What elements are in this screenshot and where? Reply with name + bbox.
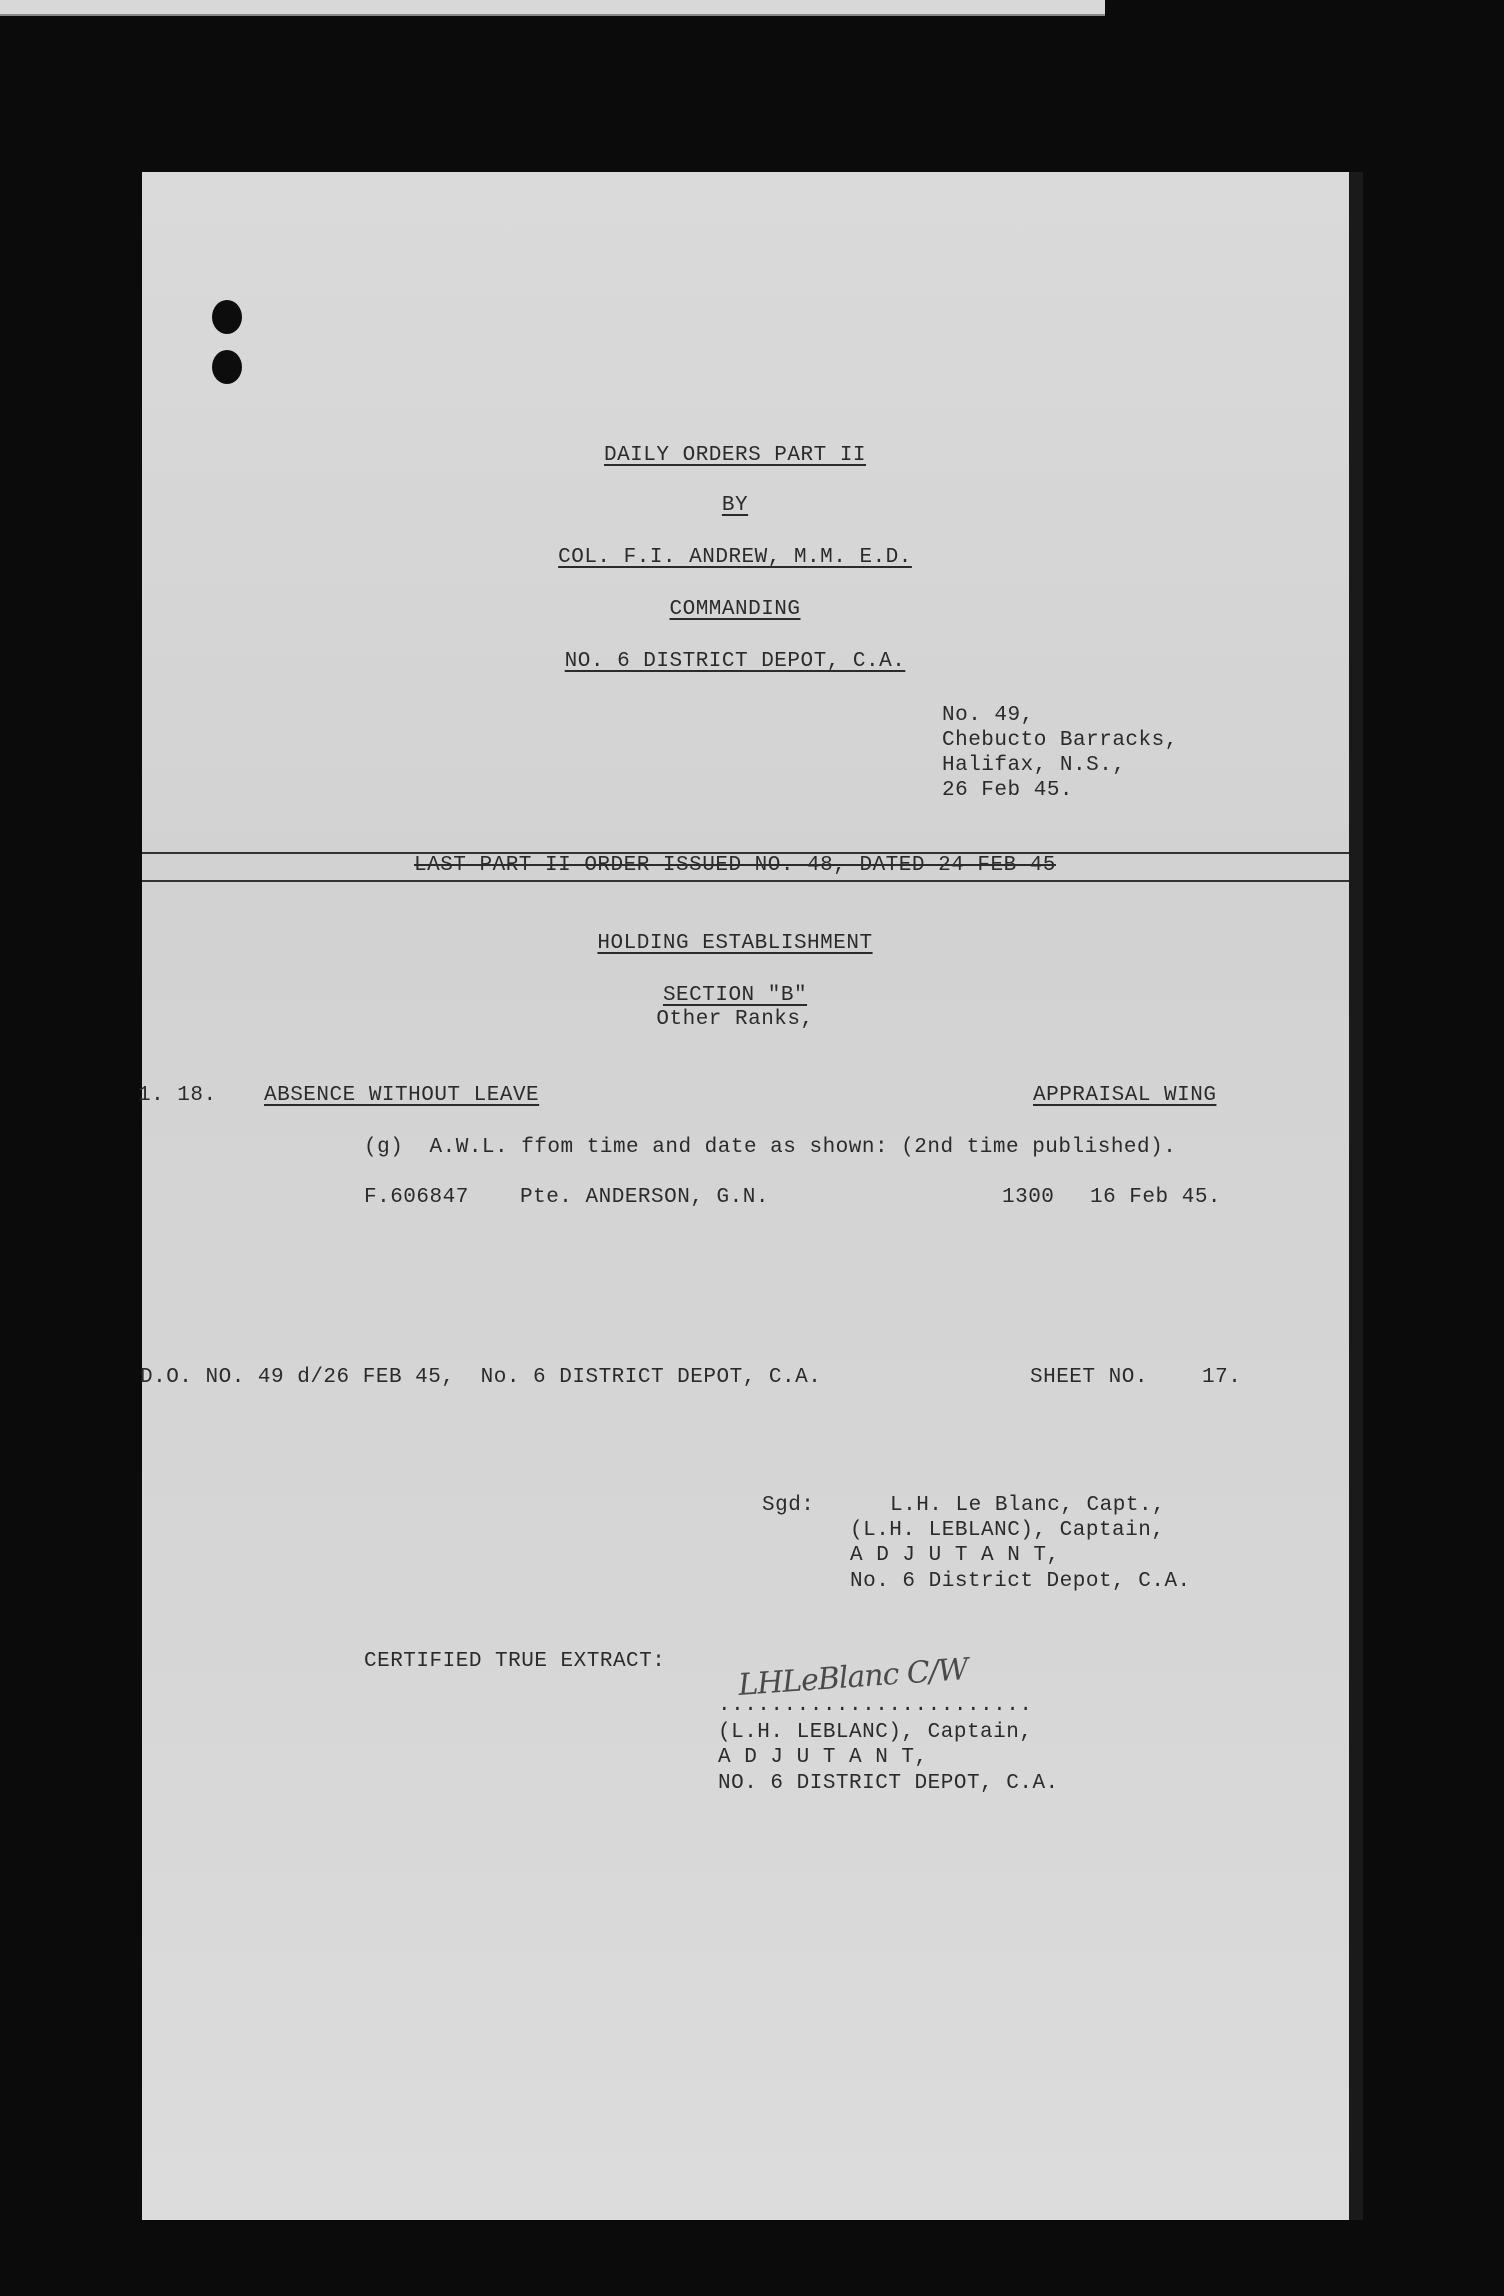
adjacent-page-edge	[0, 0, 1105, 16]
handwritten-signature: LHLeBlanc C/W	[737, 1652, 969, 1703]
punch-hole-top	[212, 300, 242, 334]
signature-dots: ........................	[718, 1694, 1033, 1717]
signed-line-2: (L.H. LEBLANC), Captain,	[850, 1519, 1165, 1542]
sgd-label: Sgd:	[762, 1494, 815, 1517]
city: Halifax, N.S.,	[942, 754, 1126, 777]
order-date: 26 Feb 45.	[942, 779, 1074, 802]
signed-line-4: No. 6 District Depot, C.A.	[850, 1570, 1191, 1593]
officer-name: COL. F.I. ANDREW, M.M. E.D.	[558, 546, 912, 569]
item-wing: APPRAISAL WING	[1033, 1084, 1217, 1107]
regimental-number: F.606847	[364, 1186, 469, 1209]
signed-line-3: A D J U T A N T,	[850, 1544, 1060, 1567]
certified-line-1: (L.H. LEBLANC), Captain,	[718, 1721, 1033, 1744]
item-description: (g) A.W.L. ffom time and date as shown: (2nd time published).	[364, 1136, 1177, 1159]
last-order-line: LAST PART II ORDER ISSUED NO. 48, DATED 24 FEB 45	[413, 854, 1057, 877]
awl-date: 16 Feb 45.	[1090, 1186, 1222, 1209]
barracks: Chebucto Barracks,	[942, 729, 1178, 752]
document-page	[138, 172, 1349, 2220]
unit-name: NO. 6 DISTRICT DEPOT, C.A.	[564, 650, 906, 673]
certified-line-2: A D J U T A N T,	[718, 1746, 928, 1769]
certified-label: CERTIFIED TRUE EXTRACT:	[364, 1650, 666, 1673]
soldier-name: Pte. ANDERSON, G.N.	[520, 1186, 769, 1209]
item-number: 1. 18.	[138, 1084, 217, 1107]
sheet-reference: D.O. NO. 49 d/26 FEB 45, No. 6 DISTRICT DEPOT, C.A.	[140, 1366, 822, 1389]
punch-hole-bottom	[212, 350, 242, 384]
commanding-line: COMMANDING	[669, 598, 801, 621]
certified-line-3: NO. 6 DISTRICT DEPOT, C.A.	[718, 1772, 1059, 1795]
item-title: ABSENCE WITHOUT LEAVE	[264, 1084, 540, 1107]
signed-line-1: L.H. Le Blanc, Capt.,	[890, 1494, 1166, 1517]
orders-title: DAILY ORDERS PART II	[603, 444, 867, 467]
order-number: No. 49,	[942, 704, 1034, 727]
sheet-label: SHEET NO.	[1030, 1366, 1148, 1389]
sheet-number: 17.	[1202, 1366, 1242, 1389]
by-line: BY	[721, 494, 749, 517]
ranks-line: Other Ranks,	[656, 1008, 814, 1031]
page-shadow	[1349, 172, 1363, 2220]
awl-time: 1300	[1002, 1186, 1055, 1209]
establishment-title: HOLDING ESTABLISHMENT	[597, 932, 873, 955]
rule-bottom	[142, 880, 1349, 882]
section-title: SECTION "B"	[662, 984, 808, 1007]
